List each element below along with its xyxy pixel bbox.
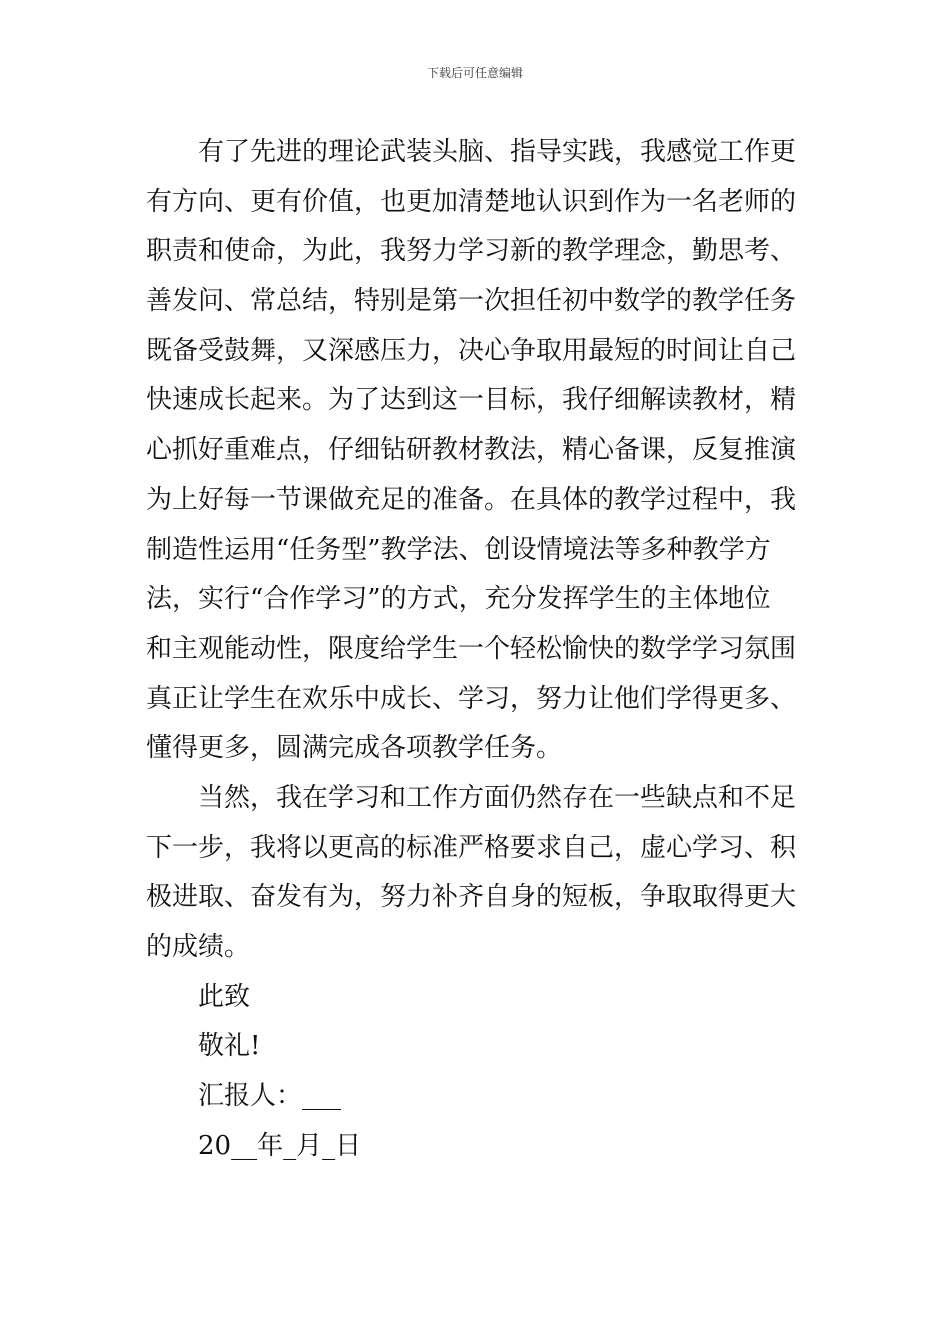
paragraph-1-line: 和主观能动性，限度给学生一个轻松愉快的数学学习氛围 [146, 633, 797, 664]
paragraph-2-line: 极进取、奋发有为，努力补齐自身的短板，争取取得更大 [146, 882, 797, 913]
date-line: 20__年_月_日 [198, 1130, 362, 1161]
paragraph-1-line: 既备受鼓舞，又深感压力，决心争取用最短的时间让自己 [146, 335, 797, 366]
page-header: 下载后可任意编辑 [426, 66, 523, 80]
paragraph-1-line: 有了先进的理论武装头脑、指导实践，我感觉工作更 [198, 137, 797, 167]
paragraph-1-line: 真正让学生在欢乐中成长、学习，努力让他们学得更多、 [146, 683, 797, 714]
paragraph-1-line: 懂得更多，圆满完成各项教学任务。 [146, 733, 563, 764]
document-body [146, 128, 811, 1171]
paragraph-1-line: 制造性运用“任务型”教学法、创设情境法等多种教学方 [146, 534, 771, 565]
paragraph-1-line: 为上好每一节课做充足的准备。在具体的教学过程中，我 [146, 484, 797, 515]
paragraph-2-line: 下一步，我将以更高的标准严格要求自己，虚心学习、积 [146, 832, 797, 863]
paragraph-1-line: 善发问、常总结，特别是第一次担任初中数学的教学任务 [146, 286, 797, 317]
paragraph-1-line: 法，实行“合作学习”的方式，充分发挥学生的主体地位 [146, 584, 771, 615]
closing-salutation: 此致 [198, 981, 251, 1012]
paragraph-1-line: 心抓好重难点，仔细钻研教材教法，精心备课，反复推演 [146, 435, 797, 466]
paragraph-1-line: 快速成长起来。为了达到这一目标，我仔细解读教材，精 [146, 385, 797, 416]
paragraph-2-line: 的成绩。 [146, 932, 251, 962]
paragraph-2-line: 当然，我在学习和工作方面仍然存在一些缺点和不足 [198, 782, 797, 813]
closing-regards: 敬礼! [198, 1031, 261, 1062]
paragraph-1-line: 职责和使命，为此，我努力学习新的教学理念，勤思考、 [146, 236, 797, 267]
paragraph-1-line: 有方向、更有价值，也更加清楚地认识到作为一名老师的 [146, 186, 797, 217]
reporter-signature-line: 汇报人：___ [198, 1081, 342, 1112]
